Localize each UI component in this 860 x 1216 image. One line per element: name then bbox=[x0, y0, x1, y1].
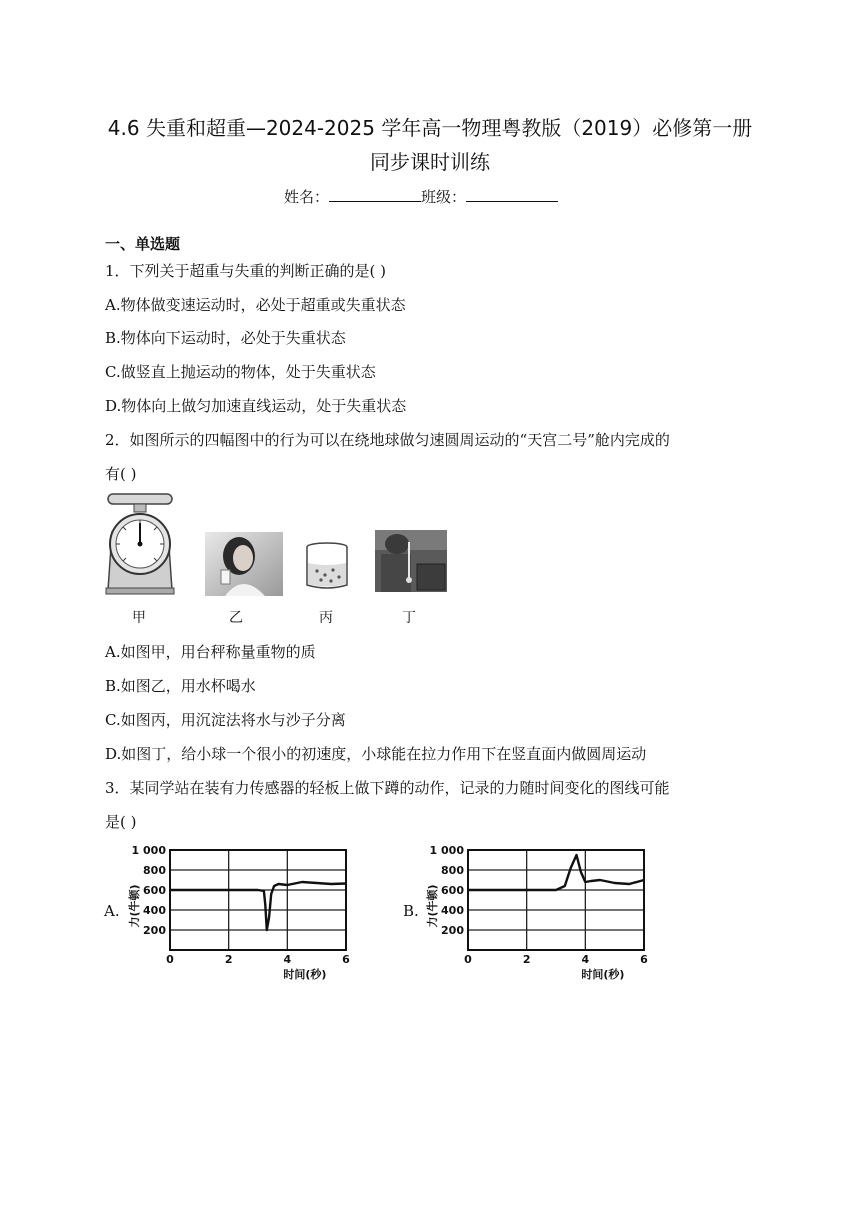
q2-option-a: A.如图甲，用台秤称量重物的质 bbox=[105, 643, 316, 661]
page-title: 4.6 失重和超重—2024-2025 学年高一物理粤教版（2019）必修第一册 bbox=[107, 116, 753, 140]
plot-frame bbox=[468, 850, 644, 950]
beaker-illustration bbox=[303, 541, 351, 591]
y-tick-label: 800 bbox=[441, 864, 464, 877]
chart-a bbox=[124, 842, 360, 982]
chart-b bbox=[422, 842, 658, 982]
q2-option-c: C.如图丙，用沉淀法将水与沙子分离 bbox=[105, 711, 346, 729]
y-tick-label: 200 bbox=[143, 924, 166, 937]
q3-stem-line2: 是( ) bbox=[105, 813, 137, 831]
scale-illustration bbox=[104, 492, 176, 596]
q2-stem-line2: 有( ) bbox=[105, 465, 137, 483]
y-tick-label: 800 bbox=[143, 864, 166, 877]
x-tick-label: 2 bbox=[522, 953, 531, 966]
y-axis-label: 力(牛顿) bbox=[128, 884, 141, 928]
option-a-label: A. bbox=[104, 902, 120, 920]
caption-yi: 乙 bbox=[229, 610, 243, 626]
y-tick-label: 1 000 bbox=[429, 844, 464, 857]
x-tick-label: 0 bbox=[464, 953, 472, 966]
force-curve bbox=[468, 855, 644, 890]
y-tick-label: 400 bbox=[441, 904, 464, 917]
q2-option-d: D.如图丁，给小球一个很小的初速度，小球能在拉力作用下在竖直面内做圆周运动 bbox=[105, 745, 647, 763]
name-label: 姓名： bbox=[284, 188, 330, 206]
caption-jia: 甲 bbox=[132, 610, 146, 626]
q2-stem-line1: 2．如图所示的四幅图中的行为可以在绕地球做匀速圆周运动的“天宫二号”舱内完成的 bbox=[105, 431, 670, 449]
page-subtitle: 同步课时训练 bbox=[370, 150, 490, 174]
x-tick-label: 4 bbox=[581, 953, 590, 966]
x-axis-label: 时间(秒) bbox=[581, 968, 625, 981]
x-axis-label: 时间(秒) bbox=[283, 968, 327, 981]
q1-option-d: D.物体向上做匀加速直线运动，处于失重状态 bbox=[105, 397, 407, 415]
y-axis-label: 力(牛顿) bbox=[426, 884, 439, 928]
x-tick-label: 6 bbox=[342, 953, 350, 966]
q1-option-b: B.物体向下运动时，必处于失重状态 bbox=[105, 329, 346, 347]
y-tick-label: 600 bbox=[143, 884, 166, 897]
section-heading: 一、单选题 bbox=[105, 235, 181, 253]
class-label: 班级： bbox=[421, 188, 467, 206]
q1-stem: 1．下列关于超重与失重的判断正确的是( ) bbox=[105, 262, 387, 280]
y-tick-label: 1 000 bbox=[131, 844, 166, 857]
force-curve bbox=[170, 882, 346, 930]
q2-option-b: B.如图乙，用水杯喝水 bbox=[105, 677, 256, 695]
y-tick-label: 400 bbox=[143, 904, 166, 917]
option-b-label: B. bbox=[403, 902, 419, 920]
x-tick-label: 4 bbox=[283, 953, 292, 966]
drinking-photo bbox=[205, 532, 283, 596]
x-tick-label: 2 bbox=[224, 953, 233, 966]
name-blank bbox=[329, 187, 421, 202]
class-blank bbox=[466, 187, 558, 202]
q3-stem-line1: 3．某同学站在装有力传感器的轻板上做下蹲的动作，记录的力随时间变化的图线可能 bbox=[105, 779, 670, 797]
q1-option-a: A.物体做变速运动时，必处于超重或失重状态 bbox=[105, 296, 406, 314]
name-class-line bbox=[284, 186, 558, 207]
plot-frame bbox=[170, 850, 346, 950]
caption-ding: 丁 bbox=[402, 610, 416, 626]
x-tick-label: 0 bbox=[166, 953, 174, 966]
astronaut-photo bbox=[375, 530, 447, 592]
q1-option-c: C.做竖直上抛运动的物体，处于失重状态 bbox=[105, 363, 376, 381]
x-tick-label: 6 bbox=[640, 953, 648, 966]
y-tick-label: 200 bbox=[441, 924, 464, 937]
y-tick-label: 600 bbox=[441, 884, 464, 897]
caption-bing: 丙 bbox=[319, 610, 333, 626]
